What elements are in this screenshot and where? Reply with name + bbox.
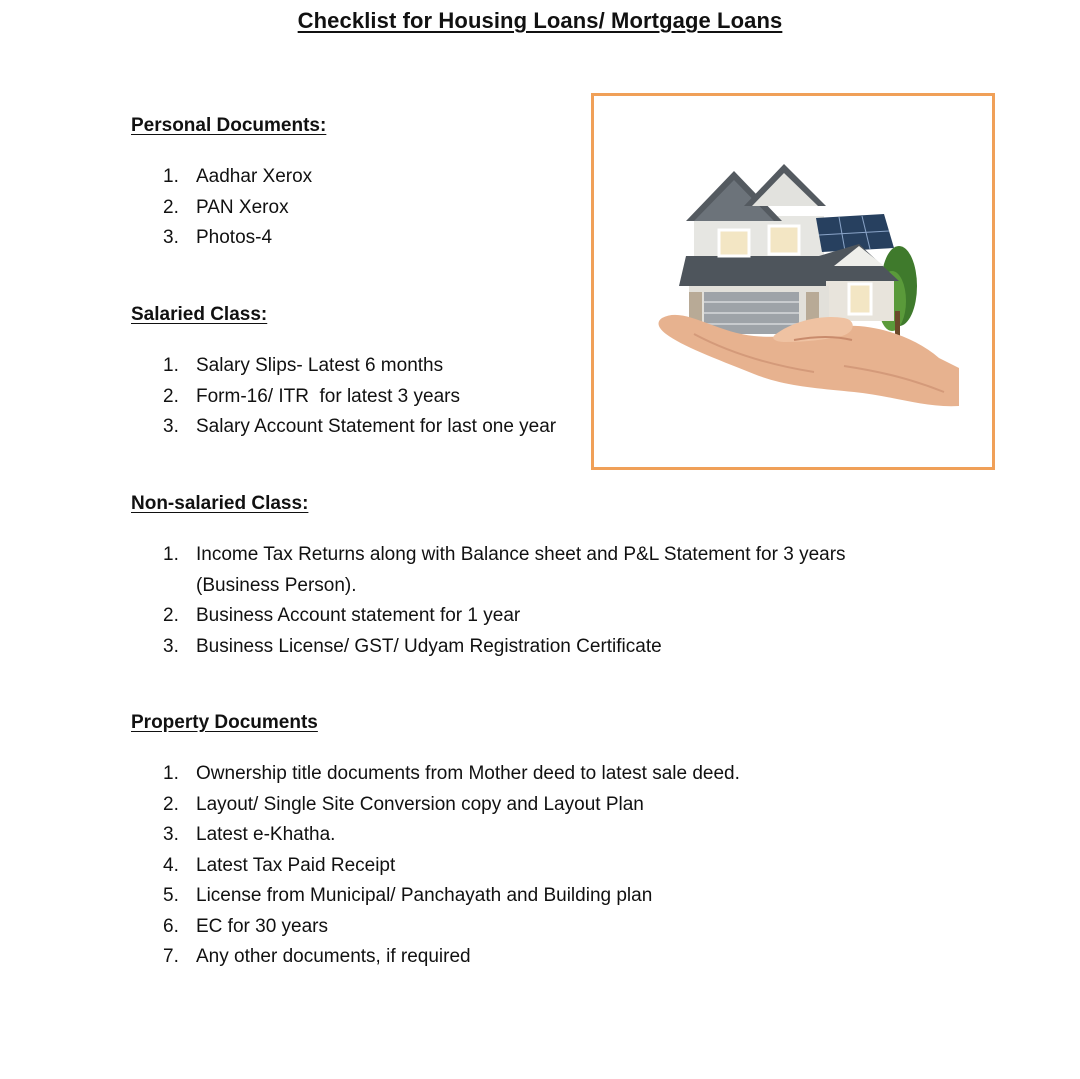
item-text: Salary Slips- Latest 6 months xyxy=(196,355,444,376)
item-number: 3. xyxy=(163,416,179,437)
item-number: 2. xyxy=(163,793,179,815)
item-number: 1. xyxy=(163,355,179,376)
list-item xyxy=(131,881,956,912)
item-text: Salary Account Statement for last one year xyxy=(196,416,557,437)
item-number: 4. xyxy=(163,854,179,876)
house-image-frame xyxy=(591,93,995,470)
item-text: Any other documents, if required xyxy=(196,946,471,967)
item-text: Layout/ Single Site Conversion copy and Layout Plan xyxy=(196,793,644,815)
house-icon xyxy=(679,164,899,334)
item-number: 2. xyxy=(163,605,179,626)
item-text: Photos-4 xyxy=(196,227,273,248)
item-text: Form-16/ ITR for latest 3 years xyxy=(196,385,460,407)
section-non-salaried-class xyxy=(131,492,1011,662)
item-number: 2. xyxy=(163,385,179,407)
item-text: Latest e-Khatha. xyxy=(196,824,336,845)
item-text: Aadhar Xerox xyxy=(196,166,313,187)
item-number: 3. xyxy=(163,635,179,657)
hand-icon xyxy=(659,315,959,406)
list-item xyxy=(131,790,956,821)
item-number: 6. xyxy=(163,915,179,937)
item-number: 7. xyxy=(163,946,179,967)
item-number: 3. xyxy=(163,227,179,248)
list-item xyxy=(131,820,956,851)
item-text: Business Account statement for 1 year xyxy=(196,605,521,626)
list-item xyxy=(131,540,896,601)
item-text: Income Tax Returns along with Balance sheet and P&L Statement for 3 years (Business Person). xyxy=(196,544,846,596)
item-number: 5. xyxy=(163,885,179,906)
house-in-hand-icon xyxy=(594,96,992,467)
item-number: 3. xyxy=(163,824,179,845)
list-item xyxy=(131,851,956,882)
item-number: 1. xyxy=(163,166,179,187)
item-text: License from Municipal/ Panchayath and Building plan xyxy=(196,885,653,906)
item-text: Latest Tax Paid Receipt xyxy=(196,854,396,876)
item-number: 1. xyxy=(163,763,179,784)
item-text: Business License/ GST/ Udyam Registration Certificate xyxy=(196,635,662,657)
list-item xyxy=(131,912,956,943)
list-item xyxy=(131,942,956,973)
list-item xyxy=(131,759,956,790)
section-heading: Property Documents xyxy=(131,712,318,733)
item-text: EC for 30 years xyxy=(196,915,328,937)
page-title: Checklist for Housing Loans/ Mortgage Loans xyxy=(297,8,783,33)
list-item xyxy=(131,601,956,632)
section-heading: Personal Documents: xyxy=(131,115,327,136)
item-text: Ownership title documents from Mother deed to latest sale deed. xyxy=(196,763,740,784)
document-list xyxy=(131,759,1011,973)
section-heading: Non-salaried Class: xyxy=(131,493,309,514)
document-list xyxy=(131,540,1011,662)
item-number: 1. xyxy=(163,544,179,565)
item-number: 2. xyxy=(163,196,179,218)
section-heading: Salaried Class: xyxy=(131,304,268,325)
section-property-documents xyxy=(131,711,1011,973)
list-item xyxy=(131,632,956,663)
item-text: PAN Xerox xyxy=(196,196,289,218)
